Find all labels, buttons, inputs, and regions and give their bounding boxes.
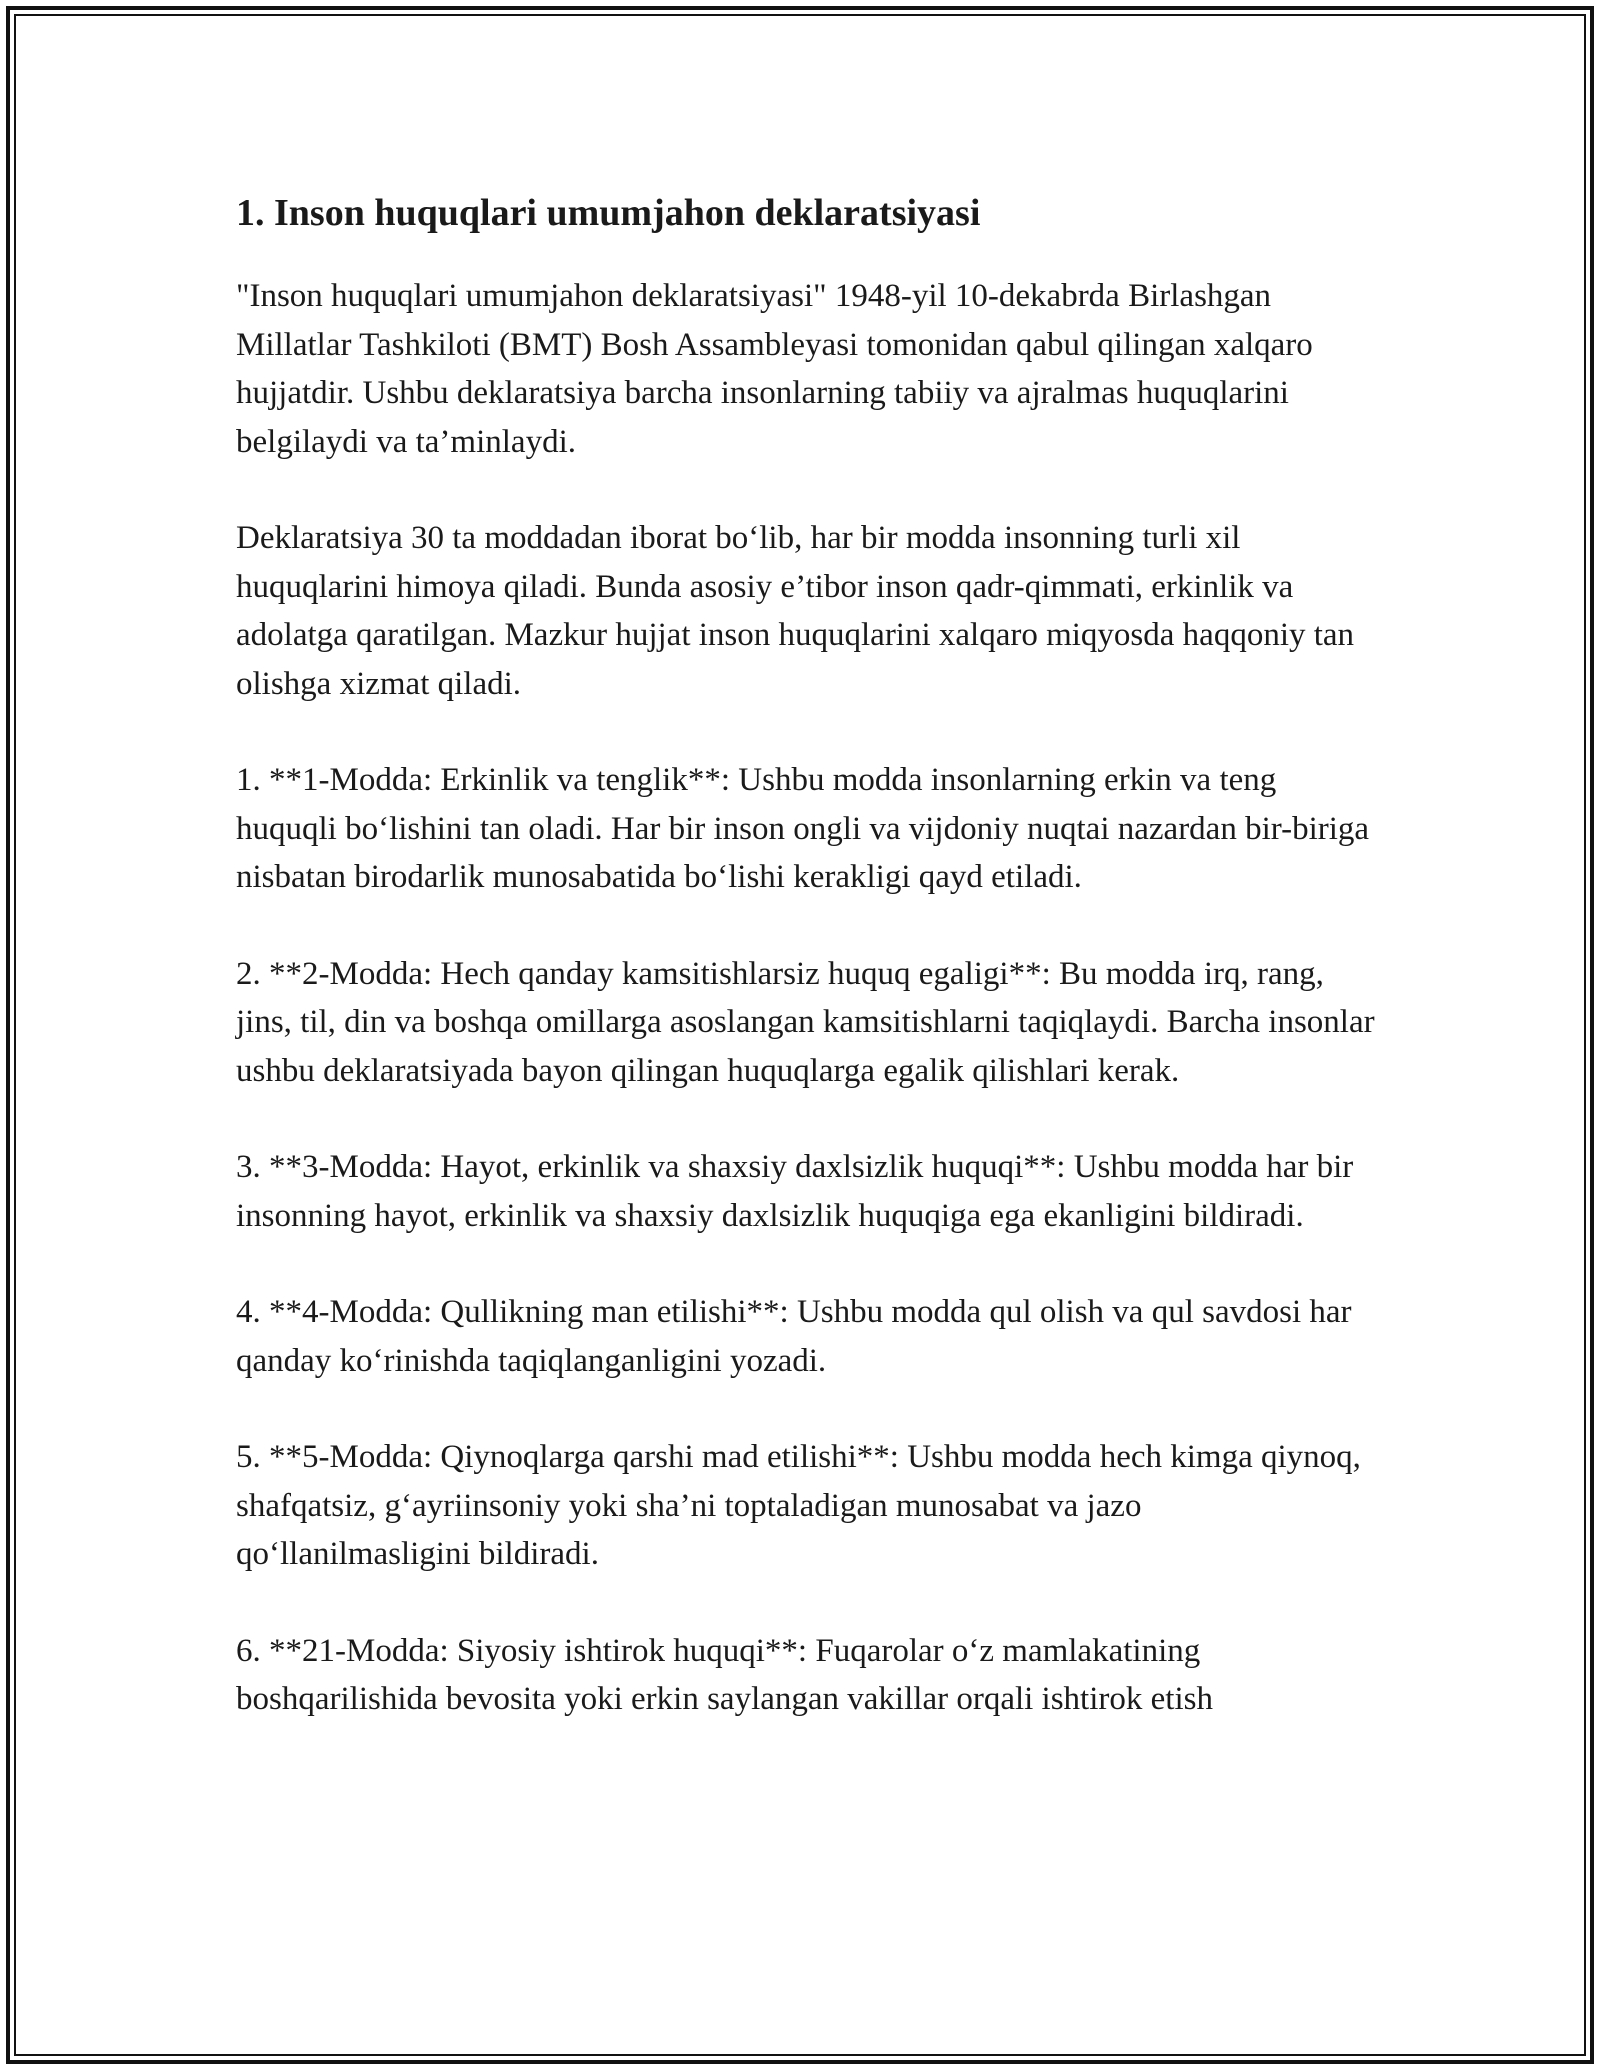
- article-21-paragraph: 6. **21-Modda: Siyosiy ishtirok huquqi**: Fuqarolar o‘z mamlakatining boshqarilishida bevosita yoki erkin saylangan vakillar orqali ishtirok etish: [236, 1632, 1213, 1717]
- article-5-paragraph: 5. **5-Modda: Qiynoqlarga qarshi mad etilishi**: Ushbu modda hech kimga qiynoq, shafqatsiz, g‘ayriinsoniy yoki sha’ni toptaladigan munosabat va jazo qo‘llanilmasligini bildiradi.: [236, 1439, 1361, 1572]
- article-1-paragraph: 1. **1-Modda: Erkinlik va tenglik**: Ushbu modda insonlarning erkin va teng huquqli bo‘lishini tan oladi. Har bir inson ongli va vijdoniy nuqtai nazardan bir-biriga nisbatan birodarlik munosabatida bo‘lishi kerakligi qayd etiladi.: [236, 762, 1370, 895]
- document-body: [236, 188, 1376, 1772]
- article-2-paragraph: 2. **2-Modda: Hech qanday kamsitishlarsiz huquq egaligi**: Bu modda irq, rang, jins, til, din va boshqa omillarga asoslangan kamsitishlarni taqiqlaydi. Barcha insonlar ushbu deklaratsiyada bayon qilingan huquqlarga egalik qilishlari kerak.: [236, 955, 1375, 1089]
- article-4-paragraph: 4. **4-Modda: Qullikning man etilishi**: Ushbu modda qul olish va qul savdosi har qanday ko‘rinishda taqiqlanganligini yozadi.: [236, 1294, 1352, 1379]
- section-heading: 1. Inson huquqlari umumjahon deklaratsiyasi: [236, 192, 981, 234]
- overview-paragraph: Deklaratsiya 30 ta moddadan iborat bo‘lib, har bir modda insonning turli xil huquqlarini himoya qiladi. Bunda asosiy e’tibor inson qadr-qimmati, erkinlik va adolatga qaratilgan. Mazkur hujjat inson huquqlarini xalqaro miqyosda haqqoniy tan olishga xizmat qiladi.: [236, 520, 1355, 702]
- intro-paragraph: "Inson huquqlari umumjahon deklaratsiyasi" 1948-yil 10-dekabrda Birlashgan Millatlar Tashkiloti (BMT) Bosh Assambleyasi tomonidan qabul qilingan xalqaro hujjatdir. Ushbu deklaratsiya barcha insonlarning tabiiy va ajralmas huquqlarini belgilaydi va ta’minlaydi.: [236, 278, 1313, 460]
- article-3-paragraph: 3. **3-Modda: Hayot, erkinlik va shaxsiy daxlsizlik huquqi**: Ushbu modda har bir insonning hayot, erkinlik va shaxsiy daxlsizlik huquqiga ega ekanligini bildiradi.: [236, 1149, 1354, 1234]
